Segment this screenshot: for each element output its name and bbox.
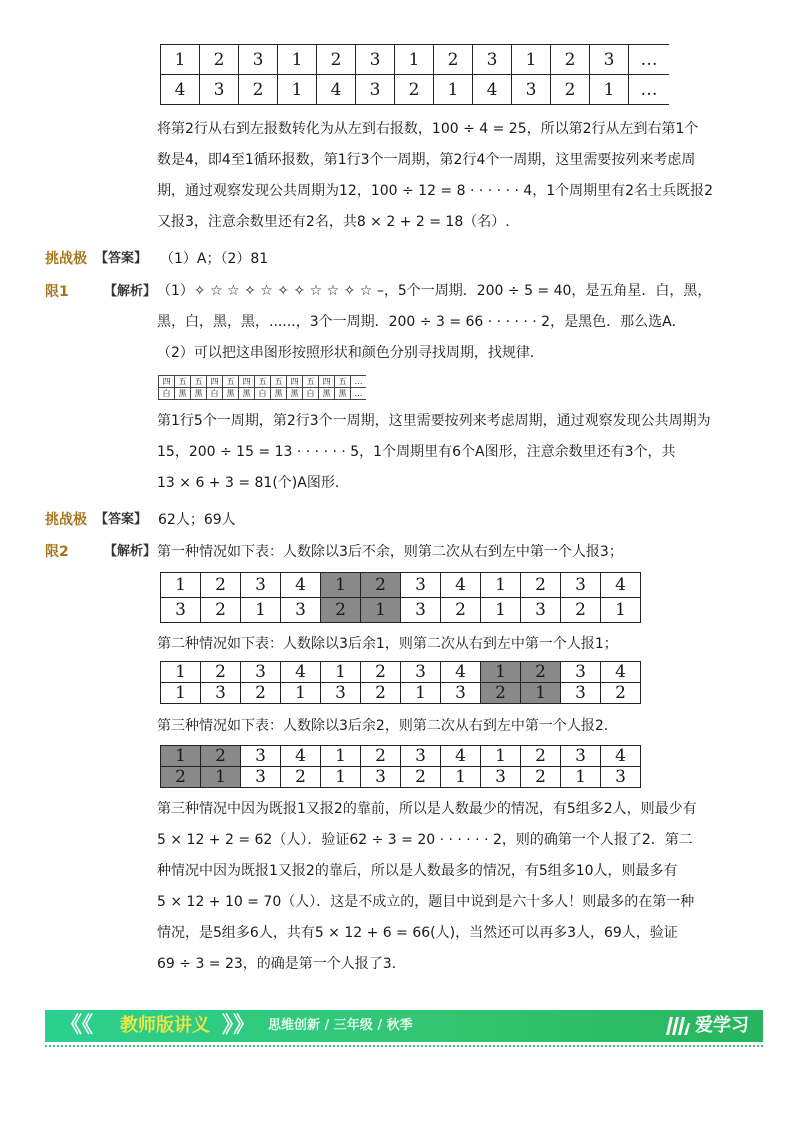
- table-cell: 3: [561, 573, 601, 598]
- table-cell: 3: [200, 75, 239, 105]
- footer-left-chevrons: 《《: [60, 1013, 94, 1038]
- table-cell: 1: [278, 45, 317, 75]
- table-cell: 2: [521, 746, 561, 767]
- table-cell: 2: [161, 767, 201, 788]
- section2-line: 69 ÷ 3 = 23，的确是第一个人报了3．: [157, 956, 406, 972]
- table-cell: 3: [201, 683, 241, 704]
- table-cell: 2: [239, 75, 278, 105]
- section2-line: 情况，是5组多6人，共有5 × 12 + 6 = 66(人)，当然还可以再多3人，69人，验证: [157, 925, 678, 941]
- section2-analysis-tag: 【解析】: [104, 544, 157, 559]
- table-cell: 2: [361, 683, 401, 704]
- table-cell: 3: [512, 75, 551, 105]
- table-cell: 四: [239, 376, 255, 388]
- block1-text: [157, 114, 767, 238]
- section2-answer-tag: 【答案】: [95, 512, 148, 527]
- section1-limit-label: 限1: [45, 284, 69, 300]
- table-cell: 3: [161, 598, 201, 623]
- table-cell: 1: [481, 746, 521, 767]
- table-cell: 2: [281, 767, 321, 788]
- table-cell: 2: [521, 767, 561, 788]
- section2-line: 5 × 12 + 2 = 62（人）．验证62 ÷ 3 = 20 · · · · · · 2，则的确第一个人报了2．第二: [157, 832, 693, 848]
- section2-answer-text: 62人；69人: [158, 512, 236, 528]
- table-cell: 1: [441, 767, 481, 788]
- table-cell: 黑: [239, 388, 255, 400]
- table-cell: 3: [601, 767, 641, 788]
- table-cell: 五: [303, 376, 319, 388]
- section1-line: 15，200 ÷ 15 = 13 · · · · · · 5，1个周期里有6个A图形，注意余数里还有3个，共: [157, 444, 676, 460]
- table-cell: 2: [551, 75, 590, 105]
- table-cell: 4: [441, 573, 481, 598]
- footer-title: 教师版讲义: [120, 1015, 210, 1036]
- table-cell: 2: [361, 573, 401, 598]
- table-cell: 1: [395, 45, 434, 75]
- table-cell: 4: [441, 746, 481, 767]
- section1-text-b: [157, 406, 767, 499]
- table-cell: 3: [401, 662, 441, 683]
- table-cell: 白: [303, 388, 319, 400]
- block1-line: 又报3，注意余数里还有2名，共8 × 2 + 2 = 18（名）.: [157, 214, 510, 230]
- table-cell: 1: [481, 662, 521, 683]
- section1-line: 黑，白，黑，黑，......，3个一周期．200 ÷ 3 = 66 · · · · · · 2，是黑色．那么选A．: [157, 314, 686, 330]
- table-cell: 4: [441, 662, 481, 683]
- table-cell: 2: [361, 746, 401, 767]
- table-cell: 1: [281, 683, 321, 704]
- table-ellipsis-cell: …: [629, 75, 670, 105]
- table-cell: 3: [473, 45, 512, 75]
- section2-text: [157, 794, 767, 980]
- table-ellipsis-cell: …: [351, 388, 367, 400]
- section2-limit-label: 限2: [45, 544, 69, 560]
- table-cell: 3: [481, 767, 521, 788]
- table-cell: 4: [281, 746, 321, 767]
- table-cell: 1: [361, 598, 401, 623]
- section2-intro3: 第三种情况如下表：人数除以3后余2，则第二次从右到左中第一个人报2．: [157, 718, 618, 734]
- table-cell: 四: [319, 376, 335, 388]
- table-cell: 1: [321, 573, 361, 598]
- footer-dotted-line: [45, 1045, 763, 1047]
- table-cell: 黑: [175, 388, 191, 400]
- section2-line: 种情况中因为既报1又报2的靠后，所以是人数最多的情况，有5组多10人，则最多有: [157, 863, 678, 879]
- table-cell: 4: [601, 573, 641, 598]
- table-cell: 2: [201, 746, 241, 767]
- table-cell: 4: [601, 662, 641, 683]
- table-cell: 2: [201, 598, 241, 623]
- table-cell: 3: [561, 746, 601, 767]
- table-cell: 四: [207, 376, 223, 388]
- table-cell: 五: [191, 376, 207, 388]
- table-cell: 3: [401, 746, 441, 767]
- table-cell: 黑: [335, 388, 351, 400]
- table-cell: 2: [551, 45, 590, 75]
- table-cell: 3: [401, 598, 441, 623]
- table-cell: 2: [481, 683, 521, 704]
- table-cell: 3: [561, 662, 601, 683]
- table-ellipsis-cell: …: [629, 45, 670, 75]
- section1-line: 13 × 6 + 3 = 81(个)A图形．: [157, 475, 349, 491]
- table-cell: 3: [241, 767, 281, 788]
- table-cell: 四: [287, 376, 303, 388]
- section2-level-label: 挑战极: [45, 512, 87, 528]
- table-cell: 4: [281, 573, 321, 598]
- case3-table: [160, 745, 641, 788]
- table-cell: 2: [441, 598, 481, 623]
- footer-brand: 爱学习: [695, 1015, 749, 1036]
- table-ellipsis-cell: …: [351, 376, 367, 388]
- section1-line: （1）✧ ☆ ☆ ✧ ☆ ✧ ✧ ☆ ☆ ✧ ☆ –，5个一周期．200 ÷ 5 = 40，是五角星．白，黑，: [157, 283, 712, 299]
- table-cell: 3: [401, 573, 441, 598]
- section1-text-a: [157, 276, 767, 369]
- table-cell: 4: [161, 75, 200, 105]
- table-cell: 1: [481, 573, 521, 598]
- block1-line: 将第2行从右到左报数转化为从左到右报数，100 ÷ 4 = 25，所以第2行从左到右第1个: [157, 121, 699, 137]
- table-cell: 3: [590, 45, 629, 75]
- small-table: [158, 375, 366, 400]
- table-cell: 4: [317, 75, 356, 105]
- case2-table: [160, 661, 641, 704]
- table-cell: 2: [361, 662, 401, 683]
- table-cell: 2: [401, 767, 441, 788]
- table-cell: 四: [159, 376, 175, 388]
- table-cell: 1: [321, 662, 361, 683]
- table-cell: 2: [241, 683, 281, 704]
- table-cell: 3: [241, 746, 281, 767]
- table-cell: 1: [434, 75, 473, 105]
- table-cell: 2: [521, 573, 561, 598]
- table-cell: 4: [281, 662, 321, 683]
- section2-intro1: 第一种情况如下表：人数除以3后不余，则第二次从右到左中第一个人报3；: [157, 544, 623, 560]
- section1-answer-text: （1）A；（2）81: [160, 251, 269, 267]
- table-cell: 1: [201, 767, 241, 788]
- table-cell: 2: [200, 45, 239, 75]
- table-cell: 2: [395, 75, 434, 105]
- table-cell: 3: [356, 75, 395, 105]
- table-cell: 五: [271, 376, 287, 388]
- table-cell: 白: [255, 388, 271, 400]
- table-cell: 1: [481, 598, 521, 623]
- table-cell: 3: [321, 683, 361, 704]
- block1-line: 期，通过观察发现公共周期为12，100 ÷ 12 = 8 · · · · · · 4，1个周期里有2名士兵既报2: [157, 183, 713, 199]
- table-cell: 黑: [191, 388, 207, 400]
- table-cell: 2: [434, 45, 473, 75]
- table-cell: 3: [356, 45, 395, 75]
- table-cell: 五: [335, 376, 351, 388]
- table-cell: 3: [521, 598, 561, 623]
- table-cell: 五: [175, 376, 191, 388]
- table-cell: 3: [561, 683, 601, 704]
- table-cell: 3: [241, 662, 281, 683]
- table-cell: 2: [201, 662, 241, 683]
- table-cell: 黑: [319, 388, 335, 400]
- table-cell: 2: [317, 45, 356, 75]
- section1-line: （2）可以把这串图形按照形状和颜色分别寻找周期，找规律．: [157, 345, 544, 361]
- section2-intro2: 第二种情况如下表：人数除以3后余1，则第二次从右到左中第一个人报1；: [157, 636, 618, 652]
- top-table: [160, 44, 669, 105]
- table-cell: 1: [590, 75, 629, 105]
- section1-line: 第1行5个一周期，第2行3个一周期，这里需要按列来考虑周期，通过观察发现公共周期为: [157, 413, 711, 429]
- table-cell: 2: [201, 573, 241, 598]
- table-cell: 黑: [271, 388, 287, 400]
- table-cell: 1: [161, 45, 200, 75]
- table-cell: 黑: [223, 388, 239, 400]
- table-cell: 黑: [287, 388, 303, 400]
- section2-line: 第三种情况中因为既报1又报2的靠前，所以是人数最少的情况，有5组多2人，则最少有: [157, 801, 697, 817]
- section2-line: 5 × 12 + 10 = 70（人）．这是不成立的，题目中说到是六十多人！则最多的在第一种: [157, 894, 695, 910]
- section1-analysis-tag: 【解析】: [104, 284, 157, 299]
- table-cell: 3: [361, 767, 401, 788]
- table-cell: 2: [521, 662, 561, 683]
- table-cell: 1: [601, 598, 641, 623]
- table-cell: 五: [255, 376, 271, 388]
- table-cell: 1: [561, 767, 601, 788]
- table-cell: 1: [401, 683, 441, 704]
- table-cell: 2: [561, 598, 601, 623]
- table-cell: 3: [441, 683, 481, 704]
- table-cell: 1: [321, 746, 361, 767]
- table-cell: 白: [159, 388, 175, 400]
- footer-subtitle: 思维创新 / 三年级 / 秋季: [268, 1018, 413, 1033]
- table-cell: 4: [473, 75, 512, 105]
- brand-logo-icon: [664, 1015, 690, 1037]
- table-cell: 4: [601, 746, 641, 767]
- table-cell: 1: [512, 45, 551, 75]
- table-cell: 2: [601, 683, 641, 704]
- table-cell: 1: [521, 683, 561, 704]
- table-cell: 1: [161, 573, 201, 598]
- section1-answer-tag: 【答案】: [95, 251, 148, 266]
- section1-level-label: 挑战极: [45, 251, 87, 267]
- table-cell: 2: [321, 598, 361, 623]
- table-cell: 1: [278, 75, 317, 105]
- table-cell: 1: [241, 598, 281, 623]
- table-cell: 1: [161, 746, 201, 767]
- block1-line: 数是4，即4至1循环报数，第1行3个一周期，第2行4个一周期，这里需要按列来考虑周: [157, 152, 696, 168]
- table-cell: 五: [223, 376, 239, 388]
- table-cell: 1: [321, 767, 361, 788]
- table-cell: 1: [161, 683, 201, 704]
- footer-right-chevrons: 》》: [222, 1013, 256, 1038]
- case1-table: [160, 572, 641, 623]
- table-cell: 3: [241, 573, 281, 598]
- table-cell: 3: [239, 45, 278, 75]
- table-cell: 白: [207, 388, 223, 400]
- table-cell: 1: [161, 662, 201, 683]
- table-cell: 3: [281, 598, 321, 623]
